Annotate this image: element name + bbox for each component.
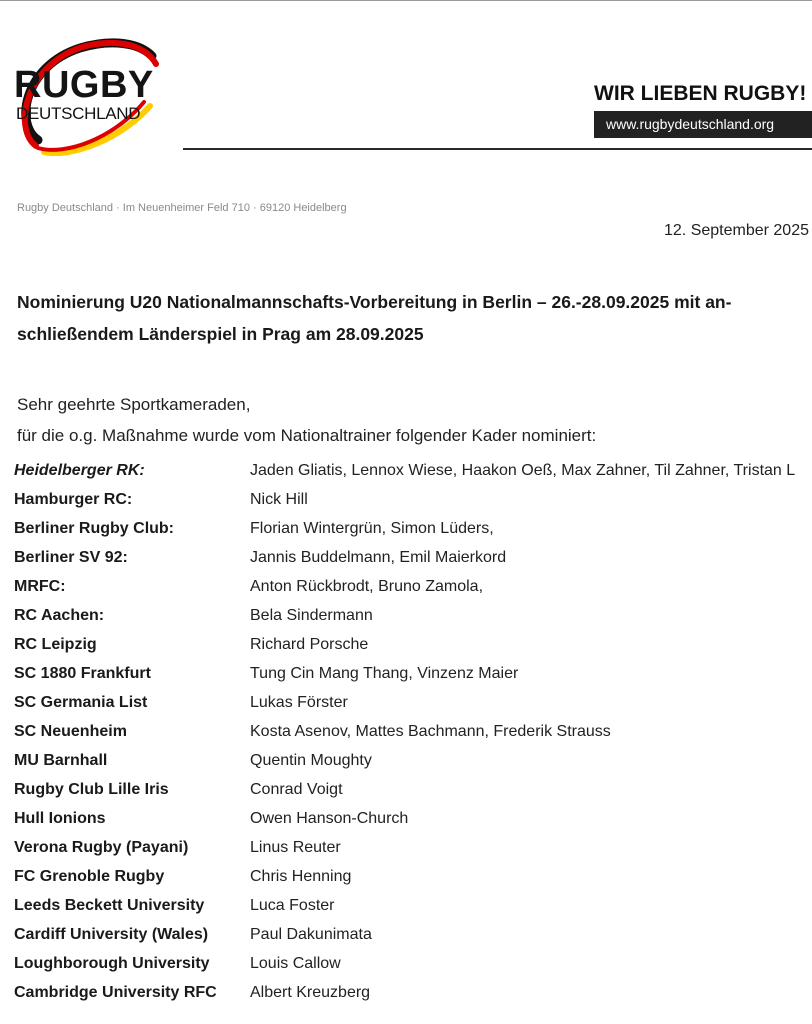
club-name: Heidelberger RK: — [14, 462, 145, 479]
club-name: Leeds Beckett University — [14, 897, 205, 914]
sender-address: Rugby Deutschland · Im Neuenheimer Feld 710 · 69120 Heidelberg — [17, 202, 347, 214]
roster-row — [14, 810, 812, 839]
roster-row — [14, 491, 812, 520]
roster-row — [14, 520, 812, 549]
player-names: Richard Porsche — [250, 636, 369, 653]
club-name: RC Leipzig — [14, 636, 97, 653]
player-names: Quentin Moughty — [250, 752, 372, 769]
intro-text: für die o.g. Maßnahme wurde vom Nationaltrainer folgender Kader nominiert: — [17, 426, 597, 445]
top-border — [0, 0, 812, 1]
club-name: Cardiff University (Wales) — [14, 926, 209, 943]
player-names: Bela Sindermann — [250, 607, 373, 624]
player-names: Jaden Gliatis, Lennox Wiese, Haakon Oeß, Max Zahner, Til Zahner, Tristan L — [250, 462, 796, 479]
letter-subject: Nominierung U20 Nationalmannschafts-Vorbereitung in Berlin – 26.-28.09.2025 mit an-schließendem Länderspiel in Prag am 28.09.2025 — [17, 292, 732, 344]
roster-row — [14, 926, 812, 955]
player-names: Chris Henning — [250, 868, 352, 885]
roster-row — [14, 839, 812, 868]
roster-row — [14, 984, 812, 1013]
player-names: Anton Rückbrodt, Bruno Zamola, — [250, 578, 484, 595]
club-name: FC Grenoble Rugby — [14, 868, 165, 885]
player-names: Conrad Voigt — [250, 781, 343, 798]
player-names: Albert Kreuzberg — [250, 984, 371, 1001]
roster-row — [14, 868, 812, 897]
roster-row — [14, 752, 812, 781]
player-names: Owen Hanson-Church — [250, 810, 409, 827]
club-name: Hull Ionions — [14, 810, 106, 827]
website-link[interactable]: www.rugbydeutschland.org — [594, 111, 812, 138]
club-name: SC Germania List — [14, 694, 148, 711]
roster-row — [14, 723, 812, 752]
player-names: Lukas Förster — [250, 694, 348, 711]
club-name: MU Barnhall — [14, 752, 108, 769]
roster-row — [14, 636, 812, 665]
club-name: Berliner SV 92: — [14, 549, 128, 566]
roster-row — [14, 781, 812, 810]
roster-row — [14, 694, 812, 723]
club-name: MRFC: — [14, 578, 66, 595]
club-name: Rugby Club Lille Iris — [14, 781, 169, 798]
roster-row — [14, 665, 812, 694]
club-name: Loughborough University — [14, 955, 210, 972]
rugby-deutschland-logo — [10, 36, 170, 156]
player-names: Nick Hill — [250, 491, 308, 508]
roster-row — [14, 549, 812, 578]
player-names: Tung Cin Mang Thang, Vinzenz Maier — [250, 665, 519, 682]
club-name: RC Aachen: — [14, 607, 105, 624]
player-names: Louis Callow — [250, 955, 341, 972]
roster-row — [14, 607, 812, 636]
squad-roster — [14, 462, 812, 1013]
logo-text-deutschland: DEUTSCHLAND — [16, 104, 141, 123]
club-name: Cambridge University RFC — [14, 984, 217, 1001]
club-name: Hamburger RC: — [14, 491, 133, 508]
letter-date: 12. September 2025 — [664, 222, 809, 239]
header-slogan: WIR LIEBEN RUGBY! — [594, 82, 807, 105]
roster-row — [14, 578, 812, 607]
roster-row — [14, 462, 812, 491]
roster-row — [14, 897, 812, 926]
player-names: Luca Foster — [250, 897, 335, 914]
club-name: Verona Rugby (Payani) — [14, 839, 189, 856]
player-names: Kosta Asenov, Mattes Bachmann, Frederik Strauss — [250, 723, 611, 740]
player-names: Linus Reuter — [250, 839, 341, 856]
player-names: Florian Wintergrün, Simon Lüders, — [250, 520, 494, 537]
club-name: SC Neuenheim — [14, 723, 127, 740]
club-name: Berliner Rugby Club: — [14, 520, 175, 537]
club-name: SC 1880 Frankfurt — [14, 665, 151, 682]
salutation: Sehr geehrte Sportkameraden, — [17, 395, 251, 414]
roster-row — [14, 955, 812, 984]
player-names: Paul Dakunimata — [250, 926, 372, 943]
player-names: Jannis Buddelmann, Emil Maierkord — [250, 549, 507, 566]
logo-text-rugby: RUGBY — [14, 64, 154, 106]
header-divider — [183, 148, 812, 150]
